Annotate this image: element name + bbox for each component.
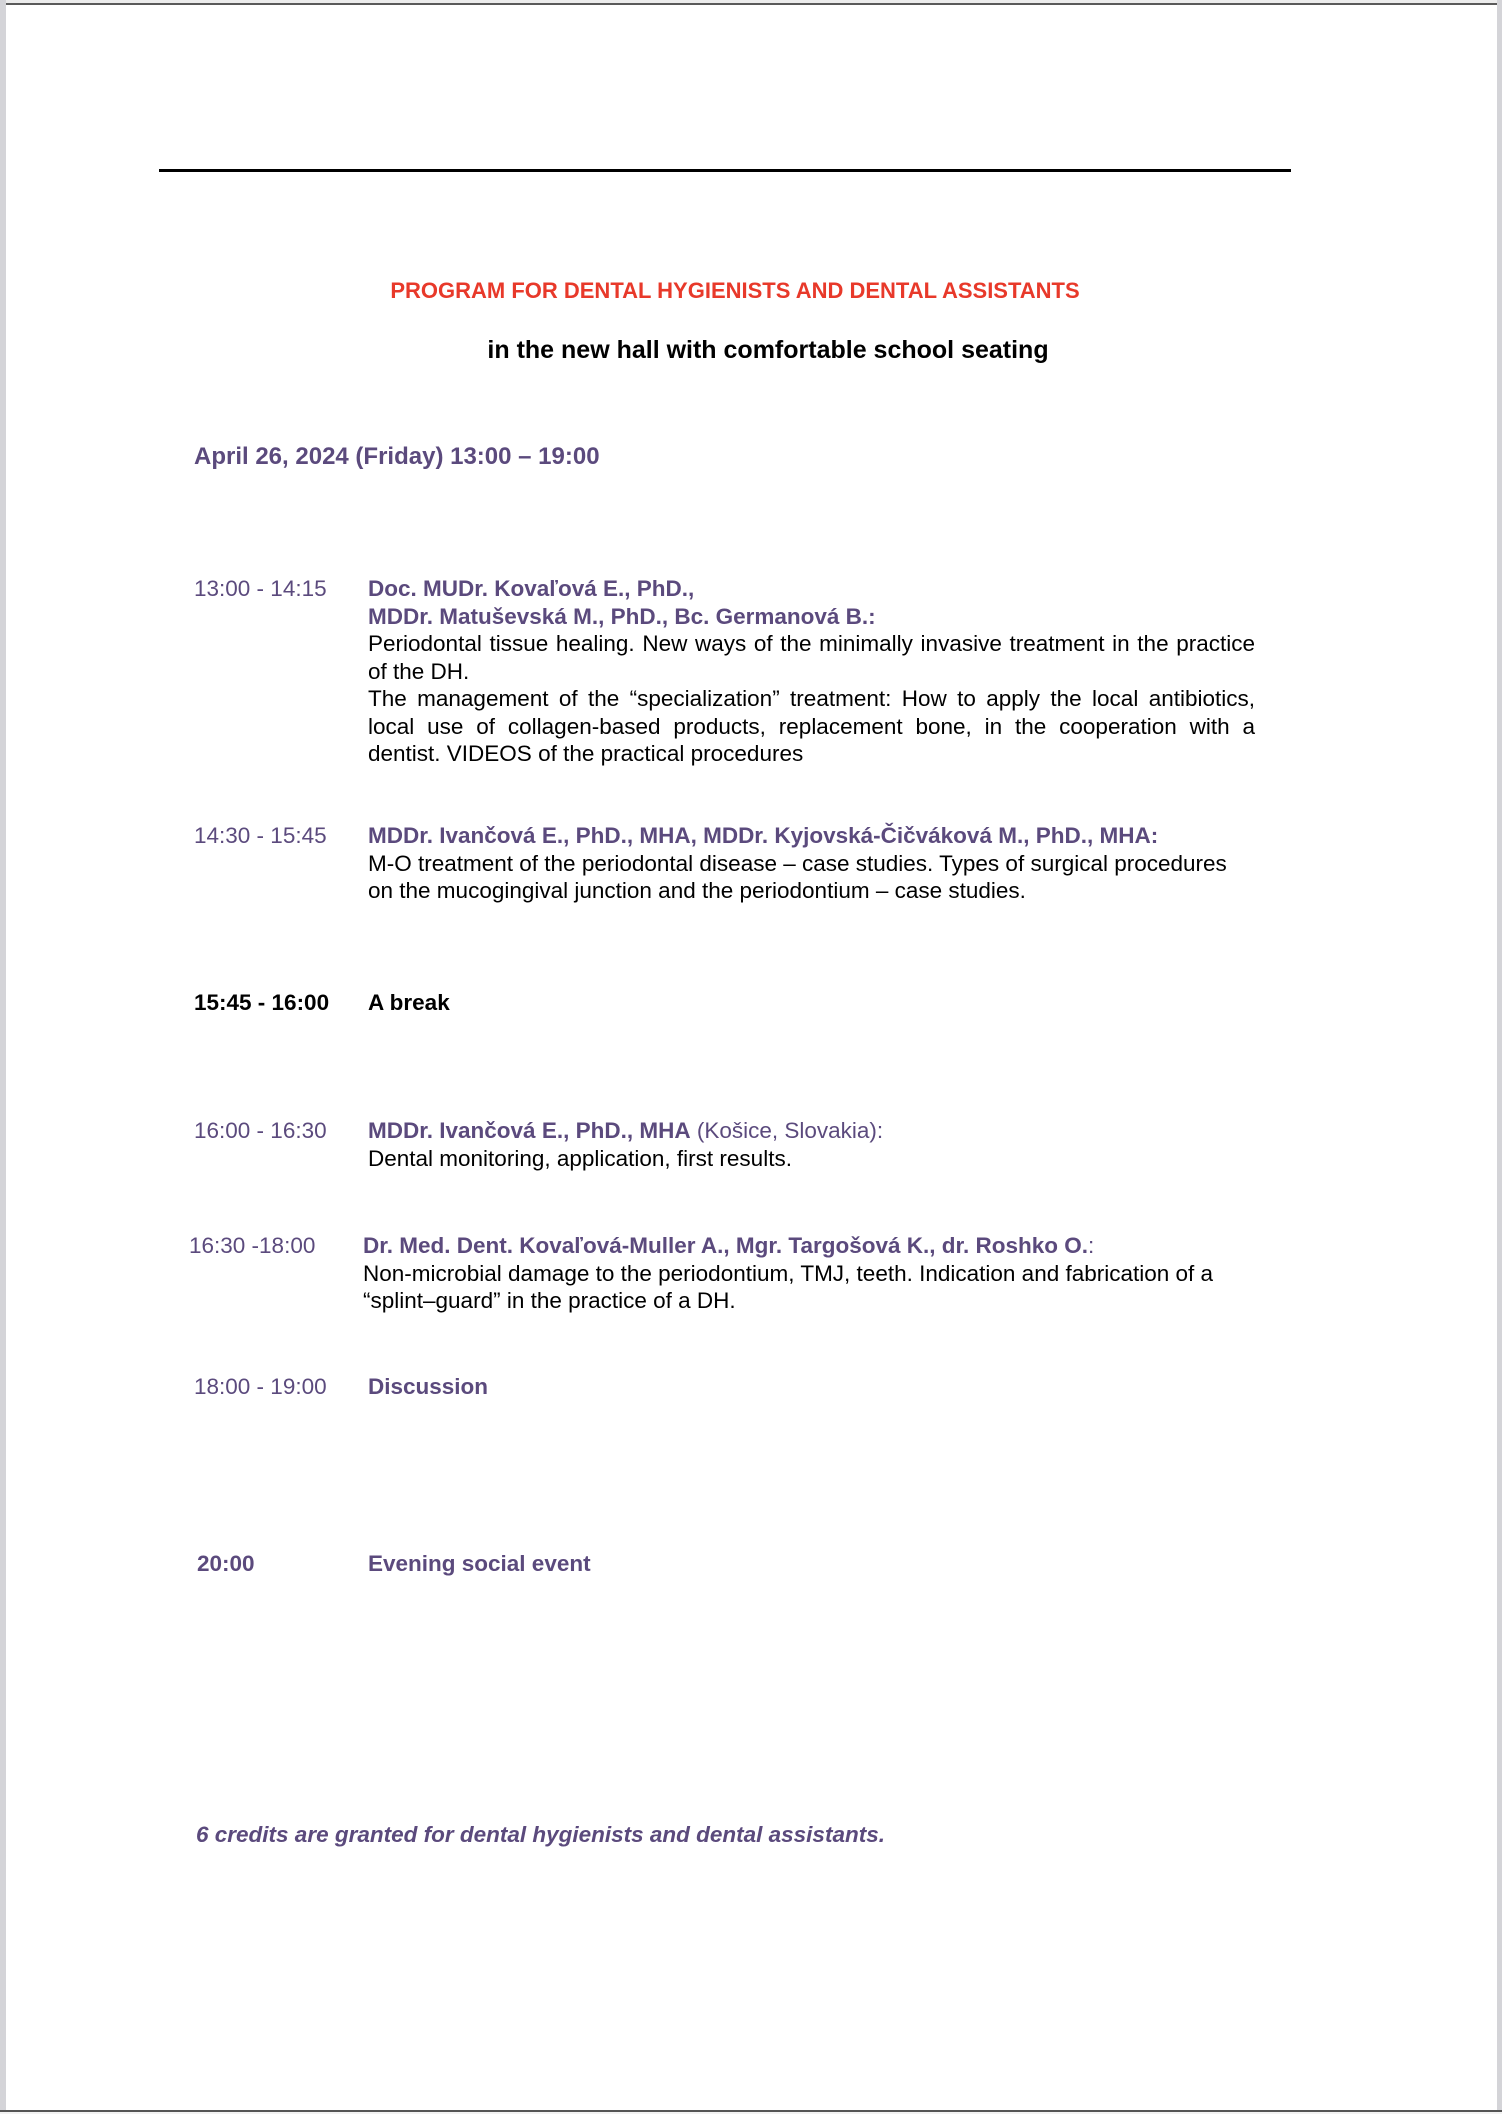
session-body: [368, 822, 1255, 905]
program-title: PROGRAM FOR DENTAL HYGIENISTS AND DENTAL ASSISTANTS: [390, 278, 1080, 303]
window-left-border: [0, 0, 6, 2114]
session-body: [368, 1373, 1255, 1401]
session-speaker: [368, 1117, 1255, 1145]
header-rule: [159, 169, 1291, 172]
session-body: [363, 1232, 1263, 1315]
discussion-label: Discussion: [368, 1374, 489, 1399]
session-speaker: [363, 1232, 1263, 1260]
speaker-location: (Košice, Slovakia):: [690, 1118, 884, 1143]
session-body: [368, 1550, 1255, 1578]
session-time: 16:30 -18:00: [189, 1233, 316, 1258]
session-body: [368, 575, 1255, 768]
break-time: 15:45 - 16:00: [194, 990, 330, 1015]
session-body: [368, 1117, 1255, 1172]
window-bottom-border: [0, 2110, 1502, 2114]
break-label: A break: [368, 990, 450, 1015]
session-description: Periodontal tissue healing. New ways of the minimally invasive treatment in the practice of the DH.: [368, 631, 1255, 684]
evening-event-label: Evening social event: [368, 1551, 591, 1576]
session-time: 16:00 - 16:30: [194, 1118, 327, 1143]
session-time: 18:00 - 19:00: [194, 1374, 327, 1399]
credits-note: 6 credits are granted for dental hygienists and dental assistants.: [196, 1822, 885, 1847]
date-heading: April 26, 2024 (Friday) 13:00 – 19:00: [194, 443, 600, 470]
session-speaker: MDDr. Ivančová E., PhD., MHA, MDDr. Kyjovská-Čičváková M., PhD., MHA:: [368, 823, 1159, 848]
session-description: Dental monitoring, application, first results.: [368, 1145, 792, 1171]
speaker-name: Dr. Med. Dent. Kovaľová-Muller A., Mgr. Targošová K., dr. Roshko O.: [363, 1233, 1089, 1258]
session-time: 14:30 - 15:45: [194, 823, 327, 848]
speaker-suffix: :: [1088, 1233, 1095, 1258]
session-description: M-O treatment of the periodontal disease – case studies. Types of surgical procedures on the mucogingival junction and the periodontium – case studies.: [368, 850, 1227, 903]
speaker-name: MDDr. Ivančová E., PhD., MHA: [368, 1118, 691, 1143]
session-time: 13:00 - 14:15: [194, 576, 327, 601]
session-speaker: MDDr. Matuševská M., PhD., Bc. Germanová B.:: [368, 603, 876, 629]
program-subtitle: in the new hall with comfortable school seating: [487, 336, 1049, 364]
event-time: 20:00: [197, 1551, 255, 1576]
session-speaker: Doc. MUDr. Kovaľová E., PhD.,: [368, 576, 695, 601]
session-description: The management of the “specialization” treatment: How to apply the local antibiotics, local use of collagen-based products, replacement bone, in the cooperation with a dentist. VIDEOS of the practical procedures: [368, 686, 1255, 766]
window-top-border: [0, 0, 1502, 5]
session-description: Non-microbial damage to the periodontium, TMJ, teeth. Indication and fabrication of a “splint–guard” in the practice of a DH.: [363, 1260, 1214, 1313]
window-right-scrollbar[interactable]: [1497, 0, 1502, 2114]
